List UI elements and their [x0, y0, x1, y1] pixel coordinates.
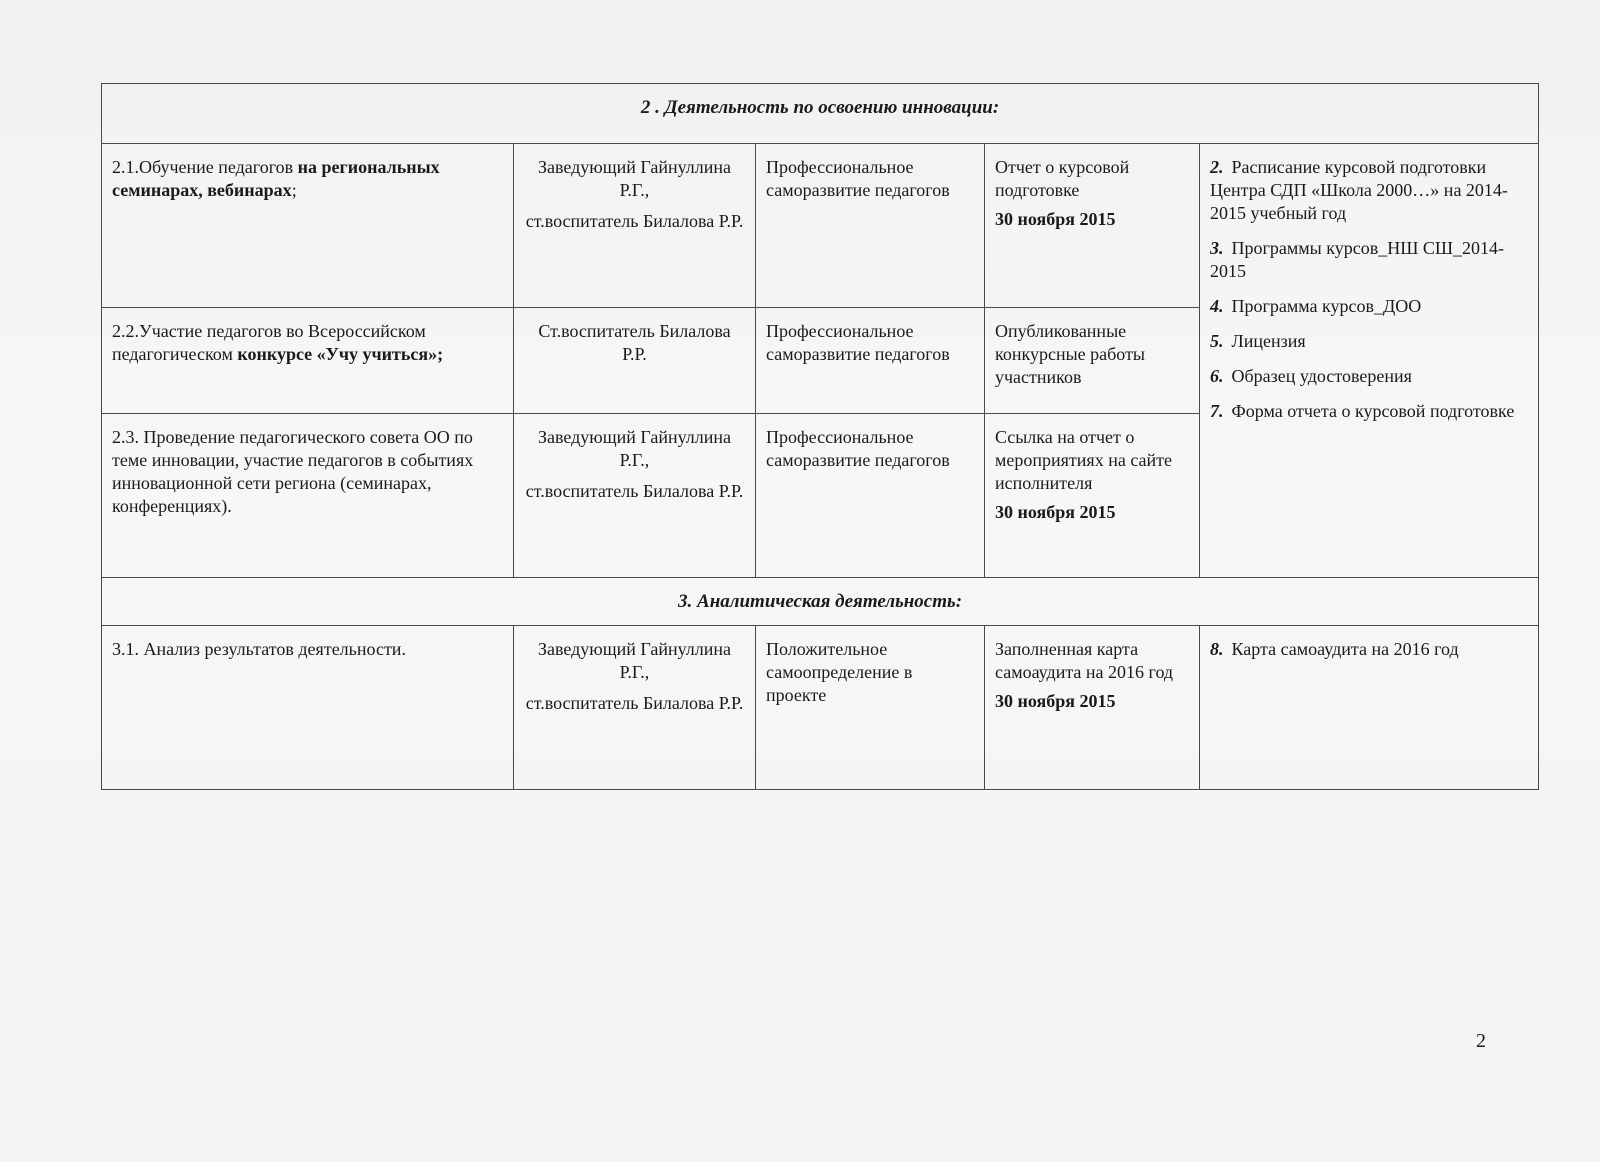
- document-number: 3.: [1210, 238, 1224, 258]
- responsible-cell: [514, 414, 756, 578]
- result-cell: Профессиональное саморазвитие педагогов: [756, 414, 985, 578]
- document-number: 8.: [1210, 639, 1224, 659]
- section-2-header: [102, 84, 1539, 144]
- page-number: 2: [1476, 1030, 1486, 1052]
- report-cell: [985, 144, 1200, 308]
- section-3-title: 3. Аналитическая деятельность:: [102, 578, 1539, 626]
- task-cell: [102, 144, 514, 308]
- documents-cell: [1200, 626, 1539, 790]
- result-cell: Профессиональное саморазвитие педагогов: [756, 308, 985, 414]
- report-text: Заполненная карта самоаудита на 2016 год: [995, 639, 1174, 682]
- responsible-head: Заведующий Гайнуллина Р.Г.,: [537, 157, 732, 200]
- section-2-title: 2 . Деятельность по освоению инновации:: [102, 84, 1539, 144]
- activity-plan-table: [101, 83, 1539, 790]
- documents-cell: [1200, 144, 1539, 578]
- document-title: Форма отчета о курсовой подготовке: [1231, 401, 1515, 421]
- report-cell: [985, 626, 1200, 790]
- document-title: Расписание курсовой подготовки Центра СДП «Школа 2000…» на 2014-2015 учебный год: [1210, 157, 1508, 223]
- task-cell: [102, 626, 514, 790]
- report-date: 30 ноября 2015: [995, 691, 1116, 711]
- document-title: Лицензия: [1231, 331, 1306, 351]
- task-emphasis: конкурсе «Учу учиться»;: [237, 344, 444, 364]
- documents-list: [1210, 638, 1528, 661]
- responsible-cell: [514, 626, 756, 790]
- task-emphasis: на региональных семинарах, вебинарах: [112, 157, 440, 200]
- responsible-head: Заведующий Гайнуллина Р.Г.,: [537, 427, 732, 470]
- responsible-cell: [514, 144, 756, 308]
- document-title: Карта самоаудита на 2016 год: [1231, 639, 1459, 659]
- responsible-senior: ст.воспитатель Билалова Р.Р.: [525, 693, 744, 713]
- report-text: Ссылка на отчет о мероприятиях на сайте исполнителя: [995, 427, 1173, 493]
- responsible-senior: ст.воспитатель Билалова Р.Р.: [525, 211, 744, 231]
- document-item: [1210, 330, 1528, 353]
- task-text-end: ;: [291, 180, 297, 200]
- document-title: Образец удостоверения: [1231, 366, 1412, 386]
- result-cell: Положительное самоопределение в проекте: [756, 626, 985, 790]
- document-number: 6.: [1210, 366, 1224, 386]
- document-number: 5.: [1210, 331, 1224, 351]
- documents-list: [1210, 156, 1528, 423]
- document-item: [1210, 156, 1528, 225]
- report-cell: [985, 308, 1200, 414]
- task-text: 2.1.Обучение педагогов: [112, 157, 298, 177]
- document-item: [1210, 237, 1528, 283]
- responsible-cell: [514, 308, 756, 414]
- task-text: 2.2.Участие педагогов во Всероссийском педагогическом: [112, 321, 426, 364]
- table-row: [102, 144, 1539, 308]
- report-cell: [985, 414, 1200, 578]
- document-title: Программа курсов_ДОО: [1231, 296, 1422, 316]
- result-cell: Профессиональное саморазвитие педагогов: [756, 144, 985, 308]
- responsible-head: Заведующий Гайнуллина Р.Г.,: [537, 639, 732, 682]
- document-title: Программы курсов_НШ СШ_2014-2015: [1210, 238, 1505, 281]
- table-row: [102, 626, 1539, 790]
- responsible-senior: ст.воспитатель Билалова Р.Р.: [525, 481, 744, 501]
- task-cell: [102, 308, 514, 414]
- report-text: Отчет о курсовой подготовке: [995, 157, 1130, 200]
- document-number: 2.: [1210, 157, 1224, 177]
- document-item: [1210, 295, 1528, 318]
- document-item: [1210, 400, 1528, 423]
- task-text: 3.1. Анализ результатов деятельности.: [112, 639, 406, 659]
- section-3-header: [102, 578, 1539, 626]
- document-item: [1210, 365, 1528, 388]
- document-item: [1210, 638, 1528, 661]
- responsible-senior: Ст.воспитатель Билалова Р.Р.: [538, 321, 731, 364]
- document-number: 4.: [1210, 296, 1224, 316]
- report-text: Опубликованные конкурсные работы участников: [995, 321, 1146, 387]
- document-number: 7.: [1210, 401, 1224, 421]
- task-cell: [102, 414, 514, 578]
- report-date: 30 ноября 2015: [995, 502, 1116, 522]
- task-text: 2.3. Проведение педагогического совета ОО по теме инновации, участие педагогов в событиях инновационной сети региона (семинарах, конференциях).: [112, 427, 474, 516]
- report-date: 30 ноября 2015: [995, 209, 1116, 229]
